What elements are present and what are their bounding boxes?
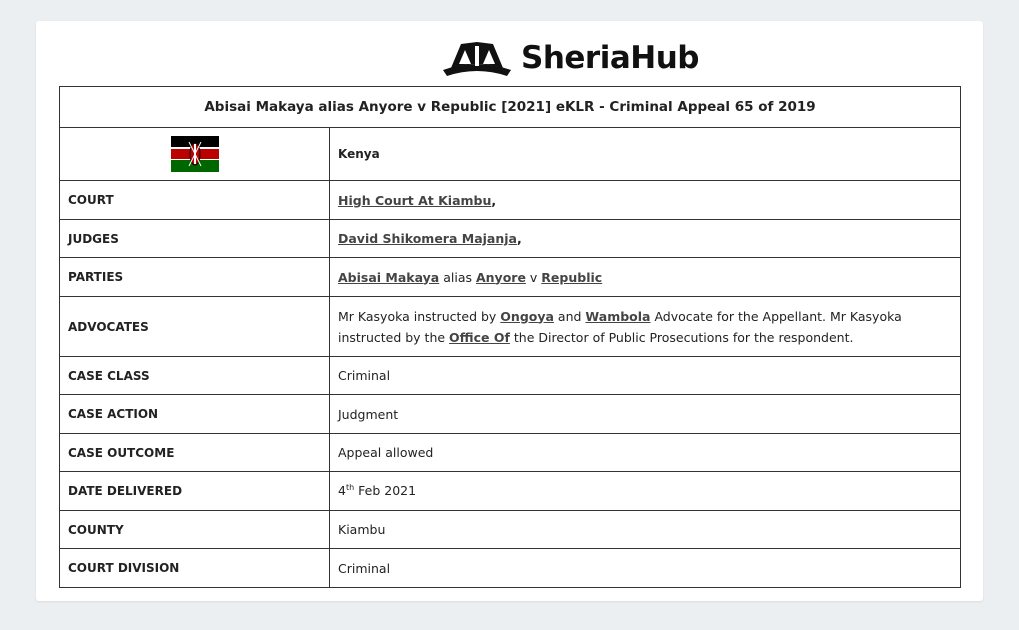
case-class-row bbox=[60, 357, 961, 395]
title-row bbox=[60, 87, 961, 128]
parties-row bbox=[60, 258, 961, 297]
party-link-anyore[interactable]: Anyore bbox=[475, 269, 526, 285]
case-action-value: Judgment bbox=[330, 395, 961, 434]
advocates-value bbox=[330, 297, 961, 357]
flag-cell bbox=[60, 128, 330, 181]
case-outcome-value: Appeal allowed bbox=[330, 434, 961, 472]
county-row bbox=[60, 511, 961, 549]
case-class-value: Criminal bbox=[330, 357, 961, 395]
court-division-value: Criminal bbox=[330, 549, 961, 588]
parties-text: alias bbox=[439, 269, 476, 285]
parties-label: PARTIES bbox=[60, 258, 330, 297]
sheriahub-logo[interactable] bbox=[437, 36, 699, 80]
date-day: 4 bbox=[338, 483, 346, 499]
judges-suffix: , bbox=[516, 231, 522, 246]
case-action-label: CASE ACTION bbox=[60, 395, 330, 434]
date-delivered-label: DATE DELIVERED bbox=[60, 472, 330, 511]
court-division-row bbox=[60, 549, 961, 588]
judges-row bbox=[60, 220, 961, 258]
party-link-abisai-makaya[interactable]: Abisai Makaya bbox=[338, 269, 440, 285]
date-delivered-value bbox=[330, 472, 961, 511]
court-label: COURT bbox=[60, 181, 330, 220]
case-outcome-label: CASE OUTCOME bbox=[60, 434, 330, 472]
advocates-text: Advocate for the Appellant. Mr Kasyoka instructed by the bbox=[338, 308, 902, 345]
party-link-republic[interactable]: Republic bbox=[541, 269, 603, 285]
case-class-label: CASE CLASS bbox=[60, 357, 330, 395]
court-row bbox=[60, 181, 961, 220]
judge-link[interactable]: David Shikomera Majanja bbox=[338, 231, 517, 246]
judges-value bbox=[330, 220, 961, 258]
date-rest: Feb 2021 bbox=[354, 483, 417, 499]
advocate-link-ongoya[interactable]: Ongoya bbox=[500, 308, 554, 324]
advocate-link-office-of[interactable]: Office Of bbox=[449, 329, 510, 345]
case-action-row bbox=[60, 395, 961, 434]
country-name: Kenya bbox=[330, 128, 961, 181]
advocates-label: ADVOCATES bbox=[60, 297, 330, 357]
court-division-label: COURT DIVISION bbox=[60, 549, 330, 588]
date-delivered-row bbox=[60, 472, 961, 511]
kenya-flag-icon bbox=[171, 136, 219, 172]
court-suffix: , bbox=[491, 192, 497, 208]
parties-value bbox=[330, 258, 961, 297]
advocate-link-wambola[interactable]: Wambola bbox=[585, 308, 651, 324]
county-value: Kiambu bbox=[330, 511, 961, 549]
scales-of-justice-icon bbox=[437, 38, 517, 78]
brand-name: SheriaHub bbox=[521, 40, 699, 76]
case-title: Abisai Makaya alias Anyore v Republic [2021] eKLR - Criminal Appeal 65 of 2019 bbox=[60, 87, 961, 128]
judges-label: JUDGES bbox=[60, 220, 330, 258]
court-value bbox=[330, 181, 961, 220]
case-details-table bbox=[59, 86, 961, 588]
date-ordinal: th bbox=[345, 483, 355, 493]
county-label: COUNTY bbox=[60, 511, 330, 549]
case-outcome-row bbox=[60, 434, 961, 472]
advocates-text: and bbox=[553, 308, 586, 324]
parties-text: v bbox=[525, 269, 542, 285]
country-row bbox=[60, 128, 961, 181]
advocates-text: the Director of Public Prosecutions for the respondent. bbox=[509, 329, 854, 345]
court-link[interactable]: High Court At Kiambu bbox=[338, 192, 492, 208]
advocates-text: Mr Kasyoka instructed by bbox=[338, 308, 501, 324]
advocates-row bbox=[60, 297, 961, 357]
